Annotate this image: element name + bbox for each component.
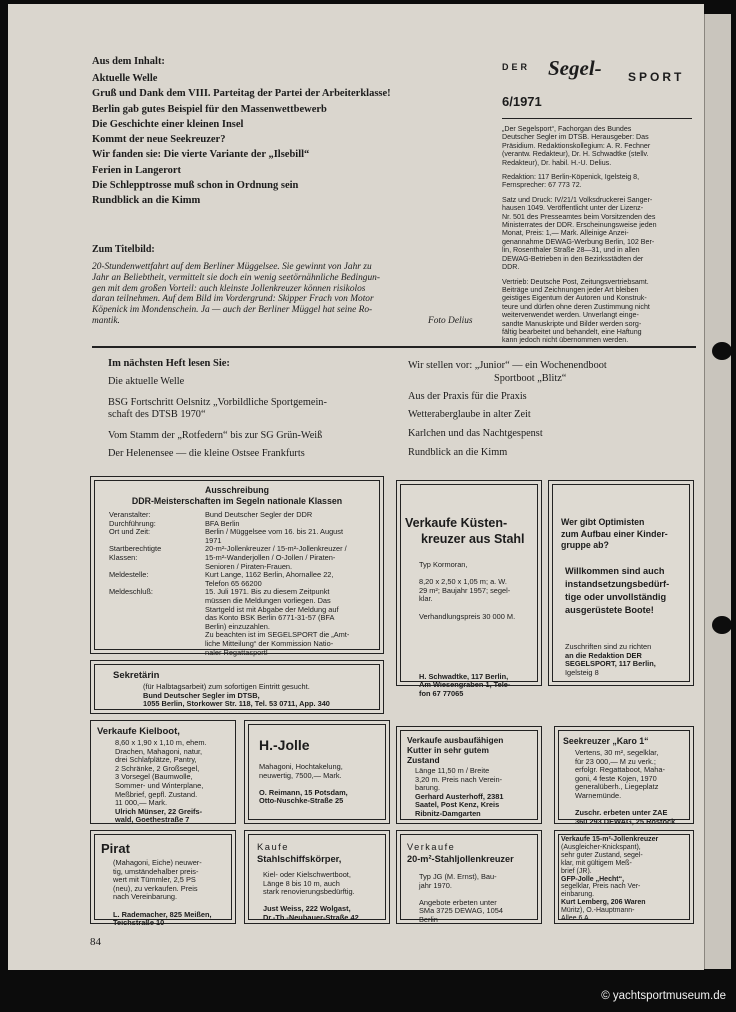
cover-line: gen mit dem großen Vorteil: auch kleinste Jollenkreuzer können risikolos <box>92 283 366 294</box>
ad-footer-line: SEGELSPORT, 117 Berlin, <box>565 659 656 669</box>
ad-body <box>415 767 503 819</box>
page-edge <box>704 14 731 969</box>
ad-row-value: Senioren / Piraten-Frauen. <box>205 561 293 571</box>
ad-line <box>419 647 515 656</box>
ad-body-line: instandsetzungsbedürf- <box>565 579 670 589</box>
imprint-line: geistiges Eigentum der Autoren und Konstruk- <box>502 294 647 303</box>
ad-body <box>113 859 212 928</box>
ad-line: segelklar, Preis nach Ver- <box>561 883 641 891</box>
ad-row-key: Klassen: <box>109 552 138 562</box>
ad-body <box>561 836 658 923</box>
ad-title-line: zum Aufbau einer Kinder- <box>561 528 668 539</box>
ad-line: Drachen, Mahagoni, natur, <box>115 746 203 756</box>
ad-row-key: Durchführung: <box>109 518 156 528</box>
ad-line: fon 67 77065 <box>419 688 464 698</box>
imprint-line: teure und dürfen ohne deren Zustimmung nicht <box>502 302 650 311</box>
imprint-line: lin, Rosenthaler Straße 28—31, und in allen <box>502 246 640 255</box>
cover-caption <box>92 262 380 327</box>
ad-row-value: Startgeld ist mit Abgabe der Meldung auf <box>205 604 339 614</box>
ad-row-key: Ort und Zeit: <box>109 527 151 537</box>
ad-line: Vertens, 30 m², segelklar, <box>575 748 659 757</box>
ad-row-value: Telefon 65 66200 <box>205 578 262 588</box>
imprint-line: Satz und Druck: IV/21/1 Volksdruckerei Sanger- <box>502 195 653 204</box>
ad-line: 1055 Berlin, Storkower Str. 118, Tel. 53 0711, App. 340 <box>143 699 330 709</box>
ad-title-line: Verkaufe <box>407 842 456 852</box>
ad-row-value: 15-m²-Wanderjollen / O-Jollen / Piraten- <box>205 552 336 562</box>
imprint-line: (verantw. Redakteur), Dr. H. Schwadtke (stellv. <box>502 150 649 159</box>
masthead-logo: Segel- <box>548 56 602 80</box>
imprint-line: genannahme DEWAG-Werbung Berlin, 102 Ber- <box>502 237 655 246</box>
ad-line: wert mit Tümmler, 2,5 PS <box>113 875 196 885</box>
contents-item: Aktuelle Welle <box>92 73 158 84</box>
ad-line: Angebote erbeten unter <box>419 897 497 907</box>
ad-line: Meßbrief, gepfl. Zustand. <box>115 789 198 799</box>
ad-line: 8,60 x 1,90 x 1,10 m, ehem. <box>115 738 207 747</box>
ad-line: brief (JR). <box>561 867 592 875</box>
ad-line: für 23 000,— M zu verk.; <box>575 756 656 766</box>
ad-line: Typ Kormoran, <box>419 560 468 569</box>
ad-body-line: ausgerüstete Boote! <box>565 605 654 615</box>
ad-kuestenkreuzer <box>396 480 542 698</box>
ad-line: nach Vereinbarung. <box>113 892 178 902</box>
ad-line: (Ausgleicher-Knickspant), <box>561 843 641 851</box>
imprint-line: Ministerrates der DDR. Erscheinungsweise jeden <box>502 221 657 230</box>
contents-item: Die Schlepptrosse muß schon in Ordnung sein <box>92 180 299 192</box>
ad-row-value: naler Regattasport! <box>205 647 268 657</box>
imprint-line: Fernsprecher: 67 773 72. <box>502 181 582 190</box>
punch-hole <box>712 342 732 360</box>
ad-line: Gerhard Austerhoff, 2381 <box>415 791 504 801</box>
ad-pirat <box>90 830 236 928</box>
imprint-line: Deutscher Segler im DTSB. Herausgeber: Das <box>502 133 649 142</box>
cover-line: 20-Stundenwettfahrt auf dem Berliner Müggelsee. Sie gewinnt von Jahr zu <box>92 262 372 272</box>
ad-line: Allee 6 A <box>561 915 589 923</box>
cover-line: Jahr an Beliebtheit, vermittelt sie doch ein wenig seetörnähnliche Bedingun- <box>92 272 380 283</box>
ad-row-value: liche Mitteilung“ der Kommission Natio- <box>205 638 334 648</box>
ad-row-value: 1971 <box>205 535 222 545</box>
ad-title <box>561 517 668 552</box>
ad-line: jahr 1970. <box>419 880 452 890</box>
ad-row-value: Kurt Lange, 1162 Berlin, Ahornallee 22, <box>205 570 334 580</box>
ad-line: 3 Vorsegel (Baumwolle, <box>115 772 193 782</box>
ad-line: (neu), zu verkaufen. Preis <box>113 883 198 893</box>
ad-line: Dr.-Th.-Neubauer-Straße 42 <box>263 912 359 922</box>
ad-row-value: 20-m²-Jollenkreuzer / 15-m²-Jollenkreuzer / <box>205 544 347 554</box>
ad-title-line: Wer gibt Optimisten <box>561 517 645 527</box>
ad-body <box>419 561 515 699</box>
imprint-line: fältig bearbeitet und behandelt, eine Haftung <box>502 327 642 336</box>
imprint-line: kann jedoch nicht übernommen werden. <box>502 336 629 345</box>
ad-line: Mahagoni, Hochtakelung, <box>259 762 343 771</box>
ad-footer-line: Igelsteig 8 <box>565 667 599 677</box>
ad-line: generalüberh., Liegeplatz <box>575 782 659 792</box>
ad-karo <box>554 726 694 824</box>
ad-line: Saatel, Post Kenz, Kreis <box>415 800 500 810</box>
contents-item: Gruß und Dank dem VIII. Parteitag der Partei der Arbeiterklasse! <box>92 88 391 100</box>
ad-title-line: Kutter in sehr gutem <box>407 745 489 755</box>
ad-line <box>419 630 515 639</box>
ad-title-line: gruppe ab? <box>561 540 609 550</box>
ad-line: Ribnitz-Damgarten <box>415 808 481 818</box>
ad-line: Länge 8 bis 10 m, auch <box>263 878 340 888</box>
imprint-line: Beiträge und Zeichnungen jeder Art bleiben <box>502 285 639 294</box>
punch-hole <box>712 616 732 634</box>
contents-list <box>92 71 391 209</box>
ad-line: einbarung. <box>561 891 595 899</box>
ad-title-line: Zustand <box>407 755 440 765</box>
magazine-page <box>8 4 704 970</box>
masthead-der: DER <box>502 62 531 72</box>
next-issue-item: BSG Fortschritt Oelsnitz „Vorbildliche Sportgemein- <box>108 397 327 408</box>
ad-line: (für Halbtagsarbeit) zum sofortigen Eintritt gesucht. <box>143 682 310 691</box>
imprint-line: „Der Segelsport“, Fachorgan des Bundes <box>502 125 632 133</box>
ad-line: Am Wiesengraben 1, Tele- <box>419 680 511 690</box>
next-issue-item: Vom Stamm der „Rotfedern“ bis zur SG Grün-Weiß <box>108 430 323 441</box>
ad-body <box>115 739 207 825</box>
ad-row <box>109 649 374 658</box>
ad-body <box>259 763 348 806</box>
section-divider <box>92 346 696 348</box>
masthead-rule <box>502 118 692 119</box>
imprint <box>502 125 657 345</box>
imprint-line: DDR. <box>502 263 520 272</box>
ad-body <box>565 565 669 617</box>
imprint-line: Präsidium. Redaktionskollegium: A. R. Fechner <box>502 141 651 150</box>
ad-sekretaerin <box>90 660 384 714</box>
ad-line: Teichstraße 10 <box>113 918 165 928</box>
ad-title: Pirat <box>101 841 130 856</box>
contents-item: Rundblick an die Kimm <box>92 195 201 207</box>
ad-line: goni, 4 feste Kojen, 1970 <box>575 773 657 783</box>
ad-line: Kurt Lemberg, 206 Waren <box>561 899 646 907</box>
ad-title-line: Verkaufe Küsten- <box>405 516 508 530</box>
cover-line: daran teilnehmen. Auf dem Bild im Vordergrund: Skipper Frach von Motor <box>92 294 374 305</box>
ad-line: stark renovierungsbedürftig. <box>263 887 355 897</box>
ad-row <box>109 528 374 537</box>
copyright-notice: © yachtsportmuseum.de <box>601 990 726 1002</box>
imprint-line: Redakteur), Dr. habil. H.-U. Delius. <box>502 158 612 167</box>
ad-row-value: das Konto BSK Berlin 6771-31-57 (BFA <box>205 613 335 623</box>
ad-title-line: Verkaufe ausbaufähigen <box>407 735 504 745</box>
next-issue-item: Die aktuelle Welle <box>108 376 185 387</box>
ad-row-value: müssen die Meldungen vorliegen. Das <box>205 595 331 605</box>
next-issue-item: Wir stellen vor: „Junior“ — ein Wochenendboot <box>408 360 607 371</box>
ad-row-value: Bund Deutscher Segler der DDR <box>205 510 313 519</box>
imprint-line: Nr. 501 des Presseamtes beim Vorsitzenden des <box>502 212 656 221</box>
ad-line: (Mahagoni, Eiche) neuwer- <box>113 858 202 867</box>
next-issue-item: Wetteraberglaube in alter Zeit <box>408 409 531 420</box>
ad-line: GFP-Jolle „Hecht“, <box>561 875 625 883</box>
ad-body <box>575 749 675 826</box>
ad-row-value: BFA Berlin <box>205 518 240 528</box>
ad-line: Typ JG (M. Ernst), Bau- <box>419 872 497 881</box>
ad-line: O. Reimann, 15 Potsdam, <box>259 787 348 797</box>
cover-heading: Zum Titelbild: <box>92 244 155 255</box>
ad-line: Verhandlungspreis 30 000 M. <box>419 611 516 621</box>
next-issue-item: Aus der Praxis für die Praxis <box>408 391 527 402</box>
ad-line: H. Schwadtke, 117 Berlin, <box>419 671 509 681</box>
ad-ausschreibung <box>90 476 384 657</box>
ad-line: Zuschr. erbeten unter ZAE <box>575 808 668 818</box>
next-issue-item: Der Helenensee — die kleine Ostsee Frankfurts <box>108 448 305 459</box>
ad-line: Müritz), O.-Hauptmann- <box>561 907 635 915</box>
issue-number: 6/1971 <box>502 94 542 109</box>
ad-footer <box>565 643 656 677</box>
ad-line: tig, umständehalber preis- <box>113 866 199 876</box>
ad-line: Ulrich Münser, 22 Greifs- <box>115 806 203 816</box>
ad-rows <box>109 511 374 657</box>
imprint-line: hausen 1049. Veröffentlicht unter der Lizenz- <box>502 204 644 213</box>
ad-line: 3,20 m. Preis nach Verein- <box>415 774 503 784</box>
masthead-sport: SPORT <box>628 70 685 84</box>
ad-footer-line: an die Redaktion DER <box>565 650 642 660</box>
ad-title: H.-Jolle <box>259 737 310 753</box>
ad-line: barung. <box>415 783 441 793</box>
ad-row-value: 15. Juli 1971. Bis zu diesem Zeitpunkt <box>205 587 330 597</box>
ad-line: klar. <box>419 594 433 604</box>
imprint-line: DEWAG-Betrieben in den Bezirksstädten der <box>502 254 644 263</box>
ad-jollenkreuzer-hecht <box>554 830 694 924</box>
ad-line: klar, mit gültigem Meß- <box>561 859 632 867</box>
contents-item: Ferien in Langerort <box>92 164 182 176</box>
ad-line <box>419 638 515 647</box>
imprint-line: weiterverwendet werden. Unverlangt einge- <box>502 311 639 320</box>
ad-row-key: Veranstalter: <box>109 510 151 519</box>
ad-body <box>419 873 503 925</box>
ad-title-line: Stahlschiffskörper, <box>257 853 342 864</box>
imprint-line: Redaktion: 117 Berlin-Köpenick, Igelsteig 8, <box>502 173 640 182</box>
ad-title-line: Kaufe <box>257 841 289 852</box>
ad-line: Berlin <box>419 914 438 924</box>
ad-body-line: tige oder unvollständig <box>565 592 667 602</box>
ad-title: Ausschreibung <box>204 485 270 495</box>
ad-line: 11 000,— Mark. <box>115 798 168 808</box>
page-number: 84 <box>90 936 101 948</box>
ad-line: Sommer- und Winterplane, <box>115 780 204 790</box>
ad-line: 29 m²; Baujahr 1957; segel- <box>419 585 511 595</box>
contents-item: Die Geschichte einer kleinen Insel <box>92 118 244 130</box>
ad-body <box>263 871 359 923</box>
imprint-line: sandte Manuskripte und Bilder werden sorg- <box>502 319 642 328</box>
ad-row-key: Meldeschluß: <box>109 587 153 597</box>
ad-row-key: Meldestelle: <box>109 570 149 580</box>
ad-line: erfolgr. Regattaboot, Maha- <box>575 765 665 775</box>
ad-title: Sekretärin <box>113 670 160 681</box>
ad-row-key: Startberechtigte <box>109 544 162 554</box>
ad-line: neuwertig, 7500,— Mark. <box>259 770 342 780</box>
ad-line: sehr guter Zustand, segel- <box>561 851 643 859</box>
ad-line <box>419 656 515 665</box>
ad-line <box>419 621 515 630</box>
ad-row-value: Berlin) einzuzahlen. <box>205 621 270 631</box>
contents-item: Wir fanden sie: Die vierte Variante der „Ilsebill“ <box>92 149 310 161</box>
ad-row-value: Zu beachten ist im SEGELSPORT die „Amt- <box>205 630 350 640</box>
ad-optimisten <box>548 480 694 686</box>
ad-line: 8,20 x 2,50 x 1,05 m; a. W. <box>419 577 507 587</box>
ad-title: Seekreuzer „Karo 1“ <box>563 736 649 746</box>
ad-title-line: kreuzer aus Stahl <box>421 532 525 546</box>
ad-stahlschiff <box>244 830 390 924</box>
ad-line: Bund Deutscher Segler im DTSB, <box>143 690 260 700</box>
ad-line: Kiel- oder Kielschwertboot, <box>263 870 351 879</box>
ad-line: Just Weiss, 222 Wolgast, <box>263 904 351 914</box>
ad-footer-line: Zuschriften sind zu richten <box>565 642 652 651</box>
next-issue-item: Sportboot „Blitz“ <box>494 373 567 384</box>
cover-line: mantik. <box>92 315 120 326</box>
ad-kielboot <box>90 720 236 824</box>
ad-stahljollen <box>396 830 542 924</box>
contents-heading: Aus dem Inhalt: <box>92 56 165 67</box>
ad-title-line: 20-m²-Stahljollenkreuzer <box>407 854 514 864</box>
imprint-line: Monat, Preis: 1,— Mark. Alleinige Anzei- <box>502 229 629 238</box>
ad-line: Verkaufe 15-m²-Jollenkreuzer <box>561 836 659 843</box>
cover-line: Köpenick im Mondenschein. Ja — auch der Berliner Müggel hat seine Ro- <box>92 305 373 316</box>
ad-line: wald, Goethestraße 7 <box>115 815 190 825</box>
ad-line: Otto-Nuschke-Straße 25 <box>259 796 344 806</box>
ad-title: DDR-Meisterschaften im Segeln nationale Klassen <box>131 496 343 506</box>
next-issue-heading: Im nächsten Heft lesen Sie: <box>108 358 230 369</box>
ad-line: Warnemünde. <box>575 790 622 800</box>
ad-line: drei Schlafplätze, Pantry, <box>115 755 197 765</box>
next-issue-item: Karlchen und das Nachtgespenst <box>408 428 543 439</box>
photo-credit: Foto Delius <box>428 316 473 326</box>
contents-item: Kommt der neue Seekreuzer? <box>92 134 226 146</box>
ad-line: 2 Schränke, 2 Großsegel, <box>115 763 200 773</box>
ad-kutter <box>396 726 542 824</box>
ad-line: Länge 11,50 m / Breite <box>415 766 490 775</box>
imprint-line: Vertrieb: Deutsche Post, Zeitungsvertriebsamt. <box>502 277 649 286</box>
next-issue-item: Rundblick an die Kimm <box>408 447 508 458</box>
ad-body-line: Willkommen sind auch <box>565 566 665 576</box>
next-issue-item: schaft des DTSB 1970“ <box>108 409 206 420</box>
ad-line: L. Rademacher, 825 Meißen, <box>113 909 212 919</box>
ad-line: 360 293 DEWAG, 25 Rostock <box>575 816 676 826</box>
ad-hjolle <box>244 720 390 824</box>
ad-row-value: Berlin / Müggelsee vom 16. bis 21. August <box>205 527 344 537</box>
ad-title <box>405 515 525 547</box>
ad-line: SMa 3725 DEWAG, 1054 <box>419 906 503 916</box>
ad-title: Verkaufe Kielboot, <box>97 726 180 737</box>
contents-item: Berlin gab gutes Beispiel für den Massenwettbewerb <box>92 103 327 115</box>
